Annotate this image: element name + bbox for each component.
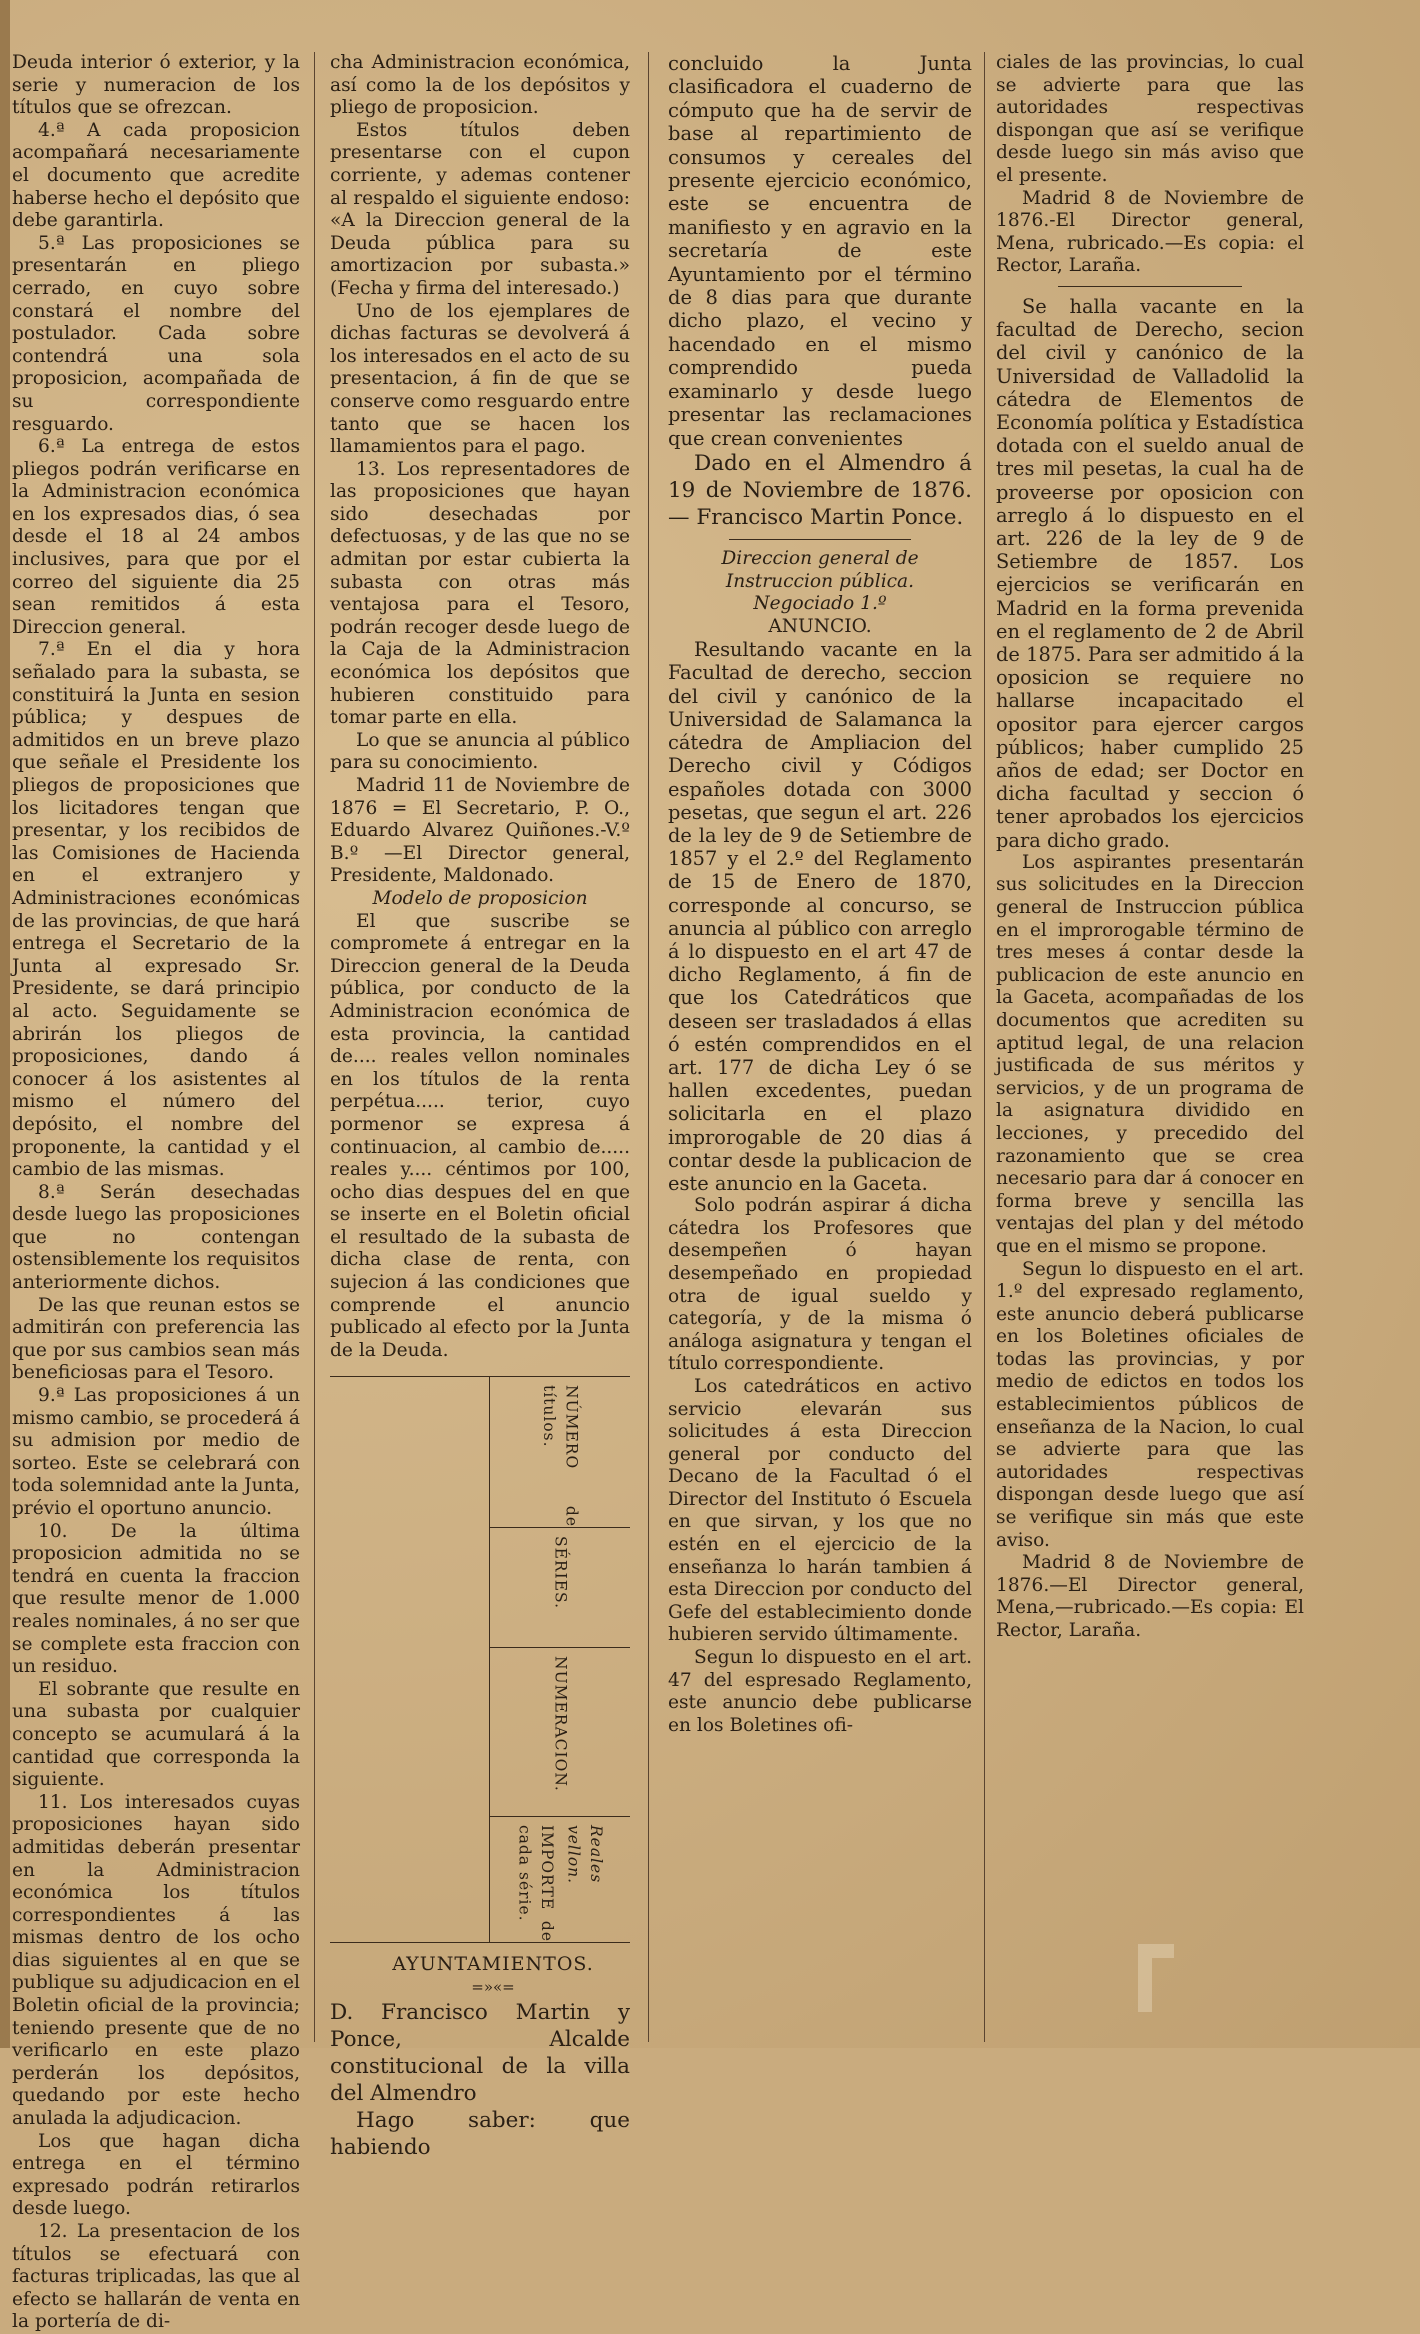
paragraph: 7.ª En el dia y hora señalado para la subasta, se constituirá la Junta en sesion pública; y despues de admitidos en un breve plazo que señale el Presidente los pliegos de proposiciones que los licitadores tengan que presentar, y los recibidos de las Comisiones de Hacienda en el extranjero y Administraciones económicas de las provincias, de que hará entrega el Secretario de la Junta al expresado Sr. Presidente, se dará principio al acto. Seguidamente se abrirán los pliegos de proposiciones, dando á conocer á los asistentes al mismo el número del depósito, el nombre del proponente, la cantidad y el cambio de las mismas.	[12, 639, 300, 1181]
paragraph: Segun lo dispuesto en el art. 47 del espresado Reglamento, este anuncio debe publicarse en los Boletines ofi-	[668, 1647, 972, 1736]
paragraph: 5.ª Las proposiciones se presentarán en pliego cerrado, en cuyo sobre constará el nombre del postulador. Cada sobre contendrá una sola proposicion, acompañada de su correspondiente resguardo.	[12, 232, 300, 435]
model-text: El que suscribe se compromete á entregar en la Direccion general de la Deuda pública, por conducto de la Administracion económica de esta provincia, la cantidad de.... reales vellon nominales en los títulos de la renta perpétua..... terior, cuyo pormenor se expresa á continuacion, al cambio de..... reales y.... céntimos por 100, ocho dias despues del en que se inserte en el Boletin oficial el resultado de la subasta de dicha clase de renta, con sujecion á las condiciones que comprende el anuncio publicado al efecto por la Junta de la Deuda.	[330, 910, 630, 1361]
paragraph: 4.ª A cada proposicion acompañará necesariamente el documento que acredite haberse hecho el depósito que debe garantirla.	[12, 119, 300, 232]
paragraph: Lo que se anuncia al público para su conocimiento.	[330, 729, 630, 774]
section-rule	[1058, 286, 1243, 287]
table-blank-column	[330, 1377, 490, 1942]
paragraph: 9.ª Las proposiciones á un mismo cambio, se procederá á su admision por medio de sorteo. Este se celebrará con toda solemnidad ante la Junta, prévio el oportuno anuncio.	[12, 1385, 300, 1519]
column-4	[996, 52, 1304, 2042]
section-heading: AYUNTAMIENTOS.	[392, 1953, 594, 1976]
column-divider	[314, 52, 315, 2042]
model-title: Modelo de proposicion	[372, 887, 588, 909]
paragraph: Solo podrán aspirar á dicha cátedra los Profesores que desempeñen ó hayan desempeñado en propiedad otra de igual sueldo y categoría, y de la misma ó análoga asignatura y tengan el título correspondiente.	[668, 1195, 972, 1375]
paragraph: Los catedráticos en activo servicio elevarán sus solicitudes á esta Direccion general por conducto del Decano de la Facultad ó el Director del Instituto ó Escuela en que sirvan, y los que no estén en el ejercicio de la enseñanza lo harán tambien á esta Direccion por conducto del Gefe del establecimiento donde hubieren servido últimamente.	[668, 1375, 972, 1646]
dated-signature: Madrid 8 de Noviembre de 1876.-El Director general, Mena, rubricado.—Es copia: el Rector, Laraña.	[996, 187, 1304, 277]
page-edge	[0, 0, 10, 2048]
paragraph: Se halla vacante en la facultad de Derecho, secion del civil y canónico de la Universidad de Valladolid la cátedra de Elementos de Economía política y Estadística dotada con el sueldo anual de tres mil pesetas, la cual ha de proveerse por oposicion con arreglo á lo dispuesto en el art. 226 de la ley de 9 de Setiembre de 1857. Los ejercicios se verificarán en Madrid en la forma prevenida en el reglamento de 2 de Abril de 1875. Para ser admitido á la oposicion se requiere no hallarse incapacitado el opositor para ejercer cargos públicos; haber cumplido 25 años de edad; ser Doctor en dicha facultad y seccion ó tener aprobados los ejercicios para dicho grado.	[996, 294, 1304, 852]
paragraph: cha Administracion económica, así como la de los depósitos y pliego de proposicion.	[330, 52, 630, 119]
table-cell	[330, 1377, 490, 1942]
paragraph: El sobrante que resulte en una subasta por cualquier concepto se acumulará á la cantidad que corresponda la siguiente.	[12, 1678, 300, 1791]
ornament: =»«=	[471, 1978, 515, 1997]
table-header-numeracion	[490, 1648, 630, 1817]
paragraph: 11. Los interesados cuyas proposiciones hayan sido admitidas deberán presentar en la Administracion económica los títulos correspondientes á las mismas dentro de los ocho dias siguientes al en que se publique su adjudicacion en el Boletin oficial de la provincia; teniendo presente que de no verificarlo en este plazo perderán los depósitos, quedando por este hecho anulada la adjudicacion.	[12, 1791, 300, 2130]
column-divider	[648, 52, 649, 2042]
table-header-series	[490, 1528, 630, 1648]
mayor-hago-saber: Hago saber: que habiendo	[330, 2107, 630, 2160]
column-3	[668, 52, 972, 2042]
paragraph: Los aspirantes presentarán sus solicitudes en la Direccion general de Instruccion pública en el improrogable término de tres meses á contar desde la publicacion de este anuncio en la Gaceta, acompañadas de los documentos que acrediten su aptitud legal, de una relacion justificada de sus méritos y servicios, y de un programa de la asignatura dividido en lecciones, y precedido del razonamiento que se crea necesario para dar á conocer en forma breve y sencilla las ventajas del plan y del método que en el mismo se propone.	[996, 851, 1304, 1257]
table-header-column	[490, 1377, 630, 1942]
negociado: Negociado 1.º	[753, 593, 887, 615]
paragraph: Uno de los ejemplares de dichas facturas se devolverá á los interesados en el acto de su presentacion, á fin de que se conserve como resguardo entre tanto que se hacen los llamamientos para el pago.	[330, 300, 630, 458]
dated-signature: Dado en el Almendro á 19 de Noviembre de 1876.— Francisco Martin Ponce.	[668, 450, 972, 530]
table-header-numero	[490, 1377, 630, 1528]
section-rule	[729, 539, 911, 540]
paragraph: Deuda interior ó exterior, y la serie y numeracion de los títulos que se ofrezcan.	[12, 52, 300, 119]
watermark-logo	[1136, 1938, 1336, 2018]
header-text: IMPORTE de cada série.	[515, 1825, 556, 1943]
column-2	[330, 52, 630, 2160]
paragraph: Madrid 11 de Noviembre de 1876 = El Secretario, P. O., Eduardo Alvarez Quiñones.-V.º B.º —El Director general, Presidente, Maldonado.	[330, 775, 630, 887]
paragraph: 6.ª La entrega de estos pliegos podrán verificarse en la Administracion económica en los expresados dias, ó sea desde el 18 al 24 ambos inclusives, para que por el correo del siguiente dia 25 sean remitidos á esta Direccion general.	[12, 436, 300, 638]
paragraph: 13. Los representadores de las proposiciones que hayan sido desechadas por defectuosas, y de las que no se admitan por estar cubierta la subasta con otras más ventajosa para el Tesoro, podrán recoger desde luego de la Caja de la Administracion económica los depósitos que hubieren constituido para tomar parte en ella.	[330, 458, 630, 729]
paragraph: De las que reunan estos se admitirán con preferencia las que por sus cambios sean más beneficiosas para el Tesoro.	[12, 1294, 300, 1384]
header-text: NUMERACION.	[551, 1656, 570, 1793]
column-divider	[984, 52, 985, 2042]
section-heading: Direccion general de Instruccion pública.	[721, 547, 919, 592]
paragraph: 12. La presentacion de los títulos se efectuará con facturas triplicadas, las que al efecto se hallarán de venta en la portería de di-	[12, 2221, 300, 2333]
paragraph: 8.ª Serán desechadas desde luego las proposiciones que no contengan ostensiblemente los requisitos anteriormente dichos.	[12, 1181, 300, 1294]
proposal-table	[330, 1376, 630, 1943]
anuncio-title: ANUNCIO.	[768, 615, 872, 637]
paragraph: Estos títulos deben presentarse con el cupon corriente, y ademas contener al respaldo el siguiente endoso: «A la Direccion general de la Deuda pública para su amortizacion por subasta.» (Fecha y firma del interesado.)	[330, 119, 630, 299]
header-text: Reales vellon.	[564, 1825, 606, 1885]
mayor-intro: D. Francisco Martin y Ponce, Alcalde constitucional de la villa del Almendro	[330, 1999, 630, 2106]
paragraph: Resultando vacante en la Facultad de derecho, seccion del civil y canónico de la Universidad de Salamanca la cátedra de Ampliacion del Derecho civil y Códigos españoles dotada con 3000 pesetas, que segun el art. 226 de la ley de 9 de Setiembre de 1857 y el 2.º del Reglamento de 15 de Enero de 1870, corresponde al concurso, se anuncia al público con arreglo á lo dispuesto en el art 47 de dicho Reglamento, á fin de que los Catedráticos que deseen ser trasladados á ellas ó estén comprendidos en el art. 177 de dicha Ley ó se hallen excedentes, puedan solicitarla en el plazo improrogable de 20 dias á contar desde la publicacion de este anuncio en la Gaceta.	[668, 638, 972, 1195]
paragraph: concluido la Junta clasificadora el cuaderno de cómputo que ha de servir de base al repartimiento de consumos y cereales del presente ejercicio económico, este se encuentra de manifiesto y en agravio en la secretaría de este Ayuntamiento por el término de 8 dias para que durante dicho plazo, el vecino y hacendado en el mismo comprendido pueda examinarlo y desde luego presentar las reclamaciones que crean convenientes	[668, 52, 972, 450]
header-text: NÚMERO de títulos.	[540, 1385, 581, 1528]
paragraph: Los que hagan dicha entrega en el término expresado podrán retirarlos desde luego.	[12, 2130, 300, 2220]
paragraph: Segun lo dispuesto en el art. 1.º del expresado reglamento, este anuncio deberá publicarse en los Boletines oficiales de todas las provincias, y por medio de edictos en todos los establecimientos públicos de enseñanza de la Nacion, lo cual se advierte para que las autoridades respectivas dispongan desde luego que así se verifique sin más que este aviso.	[996, 1258, 1304, 1551]
header-text: SÉRIES.	[551, 1536, 570, 1610]
column-1	[12, 52, 300, 2333]
dated-signature: Madrid 8 de Noviembre de 1876.—El Director general, Mena,—rubricado.—Es copia: El Rector, Laraña.	[996, 1552, 1304, 1641]
paragraph: 10. De la última proposicion admitida no se tendrá en cuenta la fraccion que resulte menor de 1.000 reales nominales, á no ser que se complete esta fraccion con un residuo.	[12, 1520, 300, 1678]
table-header-importe	[490, 1817, 630, 1942]
paragraph: ciales de las provincias, lo cual se advierte para que las autoridades respectivas dispongan que así se verifique desde luego sin más aviso que el presente.	[996, 52, 1304, 186]
